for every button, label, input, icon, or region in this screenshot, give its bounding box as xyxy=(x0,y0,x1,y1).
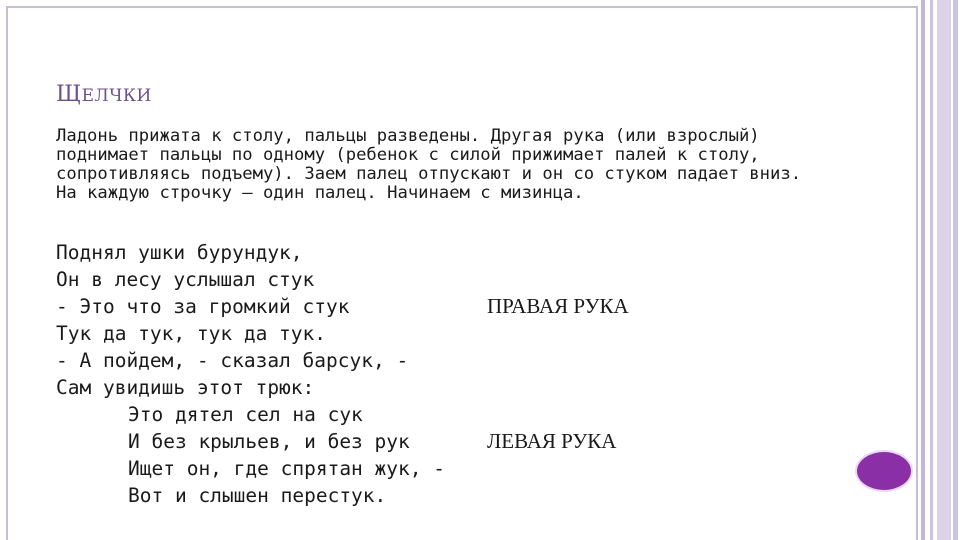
slide-title xyxy=(56,82,152,107)
game-description: Ладонь прижата к столу, пальцы разведены. Другая рука (или взрослый) поднимает пальцы по одному (ребенок с силой прижимает палей к столу, сопротивляясь подъему). Заем палец отпускают и он со стуком падает вниз. На каждую строчку – один палец. Начинаем с мизинца. xyxy=(56,126,802,203)
poem-line: Ищет он, где спрятан жук, - xyxy=(128,457,445,480)
poem-line: Это дятел сел на сук xyxy=(128,403,363,426)
decorative-stripe xyxy=(921,0,925,540)
poem-line: Вот и слышен перестук. xyxy=(128,484,387,507)
poem-line: Он в лесу услышал стук xyxy=(56,268,315,291)
poem-line: Тук да тук, тук да тук. xyxy=(56,322,327,345)
poem-line: Поднял ушки бурундук, xyxy=(56,241,303,264)
right-hand-label: ПРАВАЯ РУКА xyxy=(487,294,629,318)
poem-line: Сам увидишь этот трюк: xyxy=(56,376,315,399)
decorative-stripe xyxy=(953,0,958,540)
title-first-letter: Щ xyxy=(56,82,82,107)
title-rest: ЕЛЧКИ xyxy=(81,86,152,106)
left-hand-label: ЛЕВАЯ РУКА xyxy=(487,429,617,453)
poem-line: - Это что за громкий стук xyxy=(56,295,350,318)
decorative-circle xyxy=(855,450,913,492)
poem-line: И без крыльев, и без рук xyxy=(128,430,410,453)
decorative-stripe xyxy=(930,0,933,540)
poem-line: - А пойдем, - сказал барсук, - xyxy=(56,349,409,372)
decorative-stripe xyxy=(937,0,951,540)
